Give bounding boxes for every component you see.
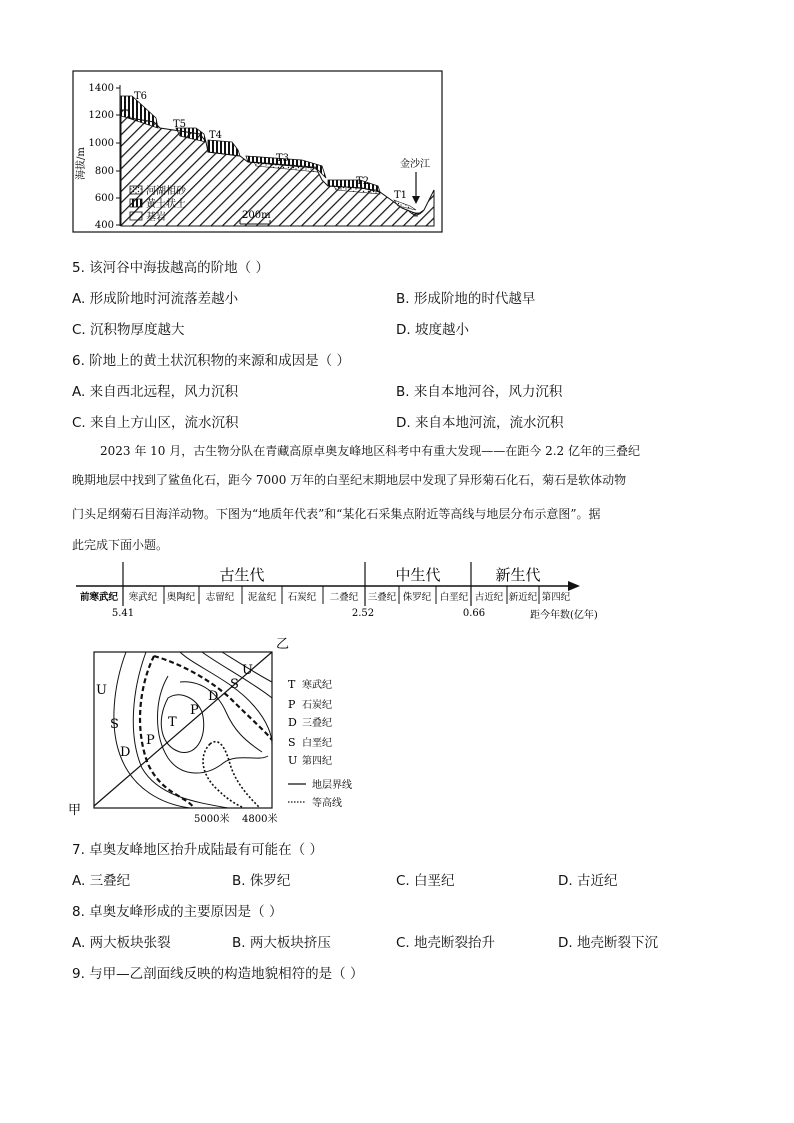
passage-line-2: 晚期地层中找到了鲨鱼化石，距今 7000 万年的白垩纪末期地层中发现了异形菊石化石，菊石是软体动物 (72, 473, 627, 487)
y-tick-label: 600 (94, 193, 114, 204)
question-5-stem: 5. 该河谷中海拔越高的阶地（ ） (72, 260, 269, 276)
period-label: 三叠纪 (367, 592, 397, 603)
passage-line-3: 门头足纲菊石目海洋动物。下图为“地质年代表”和“某化石采集点附近等高线与地层分布示意图”。据 (72, 507, 601, 521)
terrace-label: T6 (134, 91, 148, 102)
question-6-option-a[interactable]: A. 来自西北远程，风力沉积 (72, 384, 239, 400)
legend-key: T (288, 678, 296, 691)
question-8-stem: 8. 卓奥友峰形成的主要原因是（ ） (72, 904, 283, 920)
legend-key: U (288, 754, 298, 767)
question-8-option-c[interactable]: C. 地壳断裂抬升 (396, 935, 496, 951)
question-7-option-d[interactable]: D. 古近纪 (558, 873, 618, 889)
stratum-letter: D (120, 745, 131, 760)
geologic-timeline (72, 560, 612, 620)
period-label: 泥盆纪 (247, 592, 277, 603)
terrace-label: T1 (394, 190, 408, 201)
legend-loess-label: 黄土状土 (146, 199, 186, 210)
y-tick-label: 400 (94, 220, 114, 231)
corner-label-yi: 乙 (276, 637, 290, 652)
question-6-option-c[interactable]: C. 来自上方山区，流水沉积 (72, 415, 239, 431)
terrace-label: T5 (173, 119, 187, 130)
contour-label: 5000米 (194, 814, 230, 825)
contour-label: 4800米 (242, 814, 278, 825)
period-label: 奥陶纪 (166, 592, 196, 603)
question-6-stem: 6. 阶地上的黄土状沉积物的来源和成因是（ ） (72, 353, 350, 369)
y-axis-title: 海拔/m (76, 147, 87, 180)
question-9-stem: 9. 与甲—乙剖面线反映的构造地貌相符的是（ ） (72, 966, 364, 982)
question-7-option-b[interactable]: B. 侏罗纪 (232, 873, 291, 889)
legend-text: 寒武纪 (302, 680, 332, 691)
scale-label: 200m (242, 210, 271, 221)
question-5-option-a[interactable]: A. 形成阶地时河流落差越小 (72, 291, 239, 307)
age-label: 2.52 (351, 608, 375, 619)
terrace-label: T3 (276, 153, 290, 164)
age-label: 5.41 (111, 608, 135, 619)
period-label: 二叠纪 (329, 592, 359, 603)
timeline-axis-label: 距今年数(亿年) (530, 610, 598, 620)
question-7-option-a[interactable]: A. 三叠纪 (72, 873, 131, 889)
terrace-label: T4 (209, 130, 223, 141)
question-7-stem: 7. 卓奥友峰地区抬升成陆最有可能在（ ） (72, 842, 323, 858)
legend-text: 白垩纪 (302, 738, 332, 749)
legend-text: 地层界线 (312, 780, 352, 791)
question-5-option-b[interactable]: B. 形成阶地的时代越早 (396, 291, 536, 307)
period-label: 前寒武纪 (79, 592, 119, 603)
map-legend (288, 678, 352, 809)
stratum-letter: P (146, 733, 155, 748)
passage-line-1: 2023 年 10 月，古生物分队在青藏高原卓奥友峰地区科考中有重大发现——在距今 2.2 亿年的三叠纪 (100, 444, 640, 458)
period-label: 石炭纪 (287, 592, 317, 603)
y-tick-label: 1000 (88, 138, 114, 149)
passage-line-4: 此完成下面小题。 (72, 538, 169, 552)
terrace-label: T2 (356, 176, 370, 187)
question-8-option-b[interactable]: B. 两大板块挤压 (232, 935, 331, 951)
stratum-letter: S (110, 717, 119, 732)
legend-bedrock-label: 基岩 (146, 212, 166, 223)
legend-text: 第四纪 (302, 756, 332, 767)
y-tick-label: 1400 (88, 83, 114, 94)
question-7-option-c[interactable]: C. 白垩纪 (396, 873, 455, 889)
terrace-cross-section-figure (72, 70, 444, 234)
stratum-letter: U (242, 663, 253, 678)
age-label: 0.66 (462, 608, 486, 619)
period-label: 侏罗纪 (402, 592, 432, 603)
period-label: 古近纪 (474, 592, 504, 603)
question-6-option-b[interactable]: B. 来自本地河谷，风力沉积 (396, 384, 563, 400)
question-8-option-d[interactable]: D. 地壳断裂下沉 (558, 935, 658, 951)
corner-label-jia: 甲 (68, 803, 82, 818)
y-tick-label: 1200 (88, 110, 114, 121)
legend-key: S (288, 736, 296, 749)
question-5-option-c[interactable]: C. 沉积物厚度越大 (72, 322, 185, 338)
period-label: 志留纪 (205, 592, 235, 603)
period-label: 第四纪 (541, 592, 571, 603)
legend-text: 石炭纪 (302, 700, 332, 711)
stratum-letter: U (96, 683, 107, 698)
legend-key: D (288, 716, 297, 729)
y-tick-label: 800 (94, 166, 114, 177)
period-label: 寒武纪 (128, 592, 158, 603)
stratum-letter: T (168, 715, 177, 730)
era-label: 中生代 (395, 566, 441, 584)
river-label: 金沙江 (400, 159, 430, 170)
question-6-option-d[interactable]: D. 来自本地河流，流水沉积 (396, 415, 564, 431)
stratum-letter: P (190, 703, 199, 718)
legend-text: 等高线 (312, 798, 342, 809)
era-label: 古生代 (219, 566, 265, 584)
legend-key: P (288, 698, 296, 711)
stratum-letter: D (208, 689, 219, 704)
period-label: 新近纪 (508, 592, 538, 603)
question-8-option-a[interactable]: A. 两大板块张裂 (72, 935, 171, 951)
legend-sand-label: 河湖相砂 (146, 186, 186, 197)
era-label: 新生代 (495, 566, 541, 584)
question-5-option-d[interactable]: D. 坡度越小 (396, 322, 469, 338)
stratum-letter: S (230, 677, 239, 692)
contour-strata-map (62, 636, 362, 828)
period-label: 白垩纪 (439, 592, 469, 603)
legend-text: 三叠纪 (302, 718, 332, 729)
